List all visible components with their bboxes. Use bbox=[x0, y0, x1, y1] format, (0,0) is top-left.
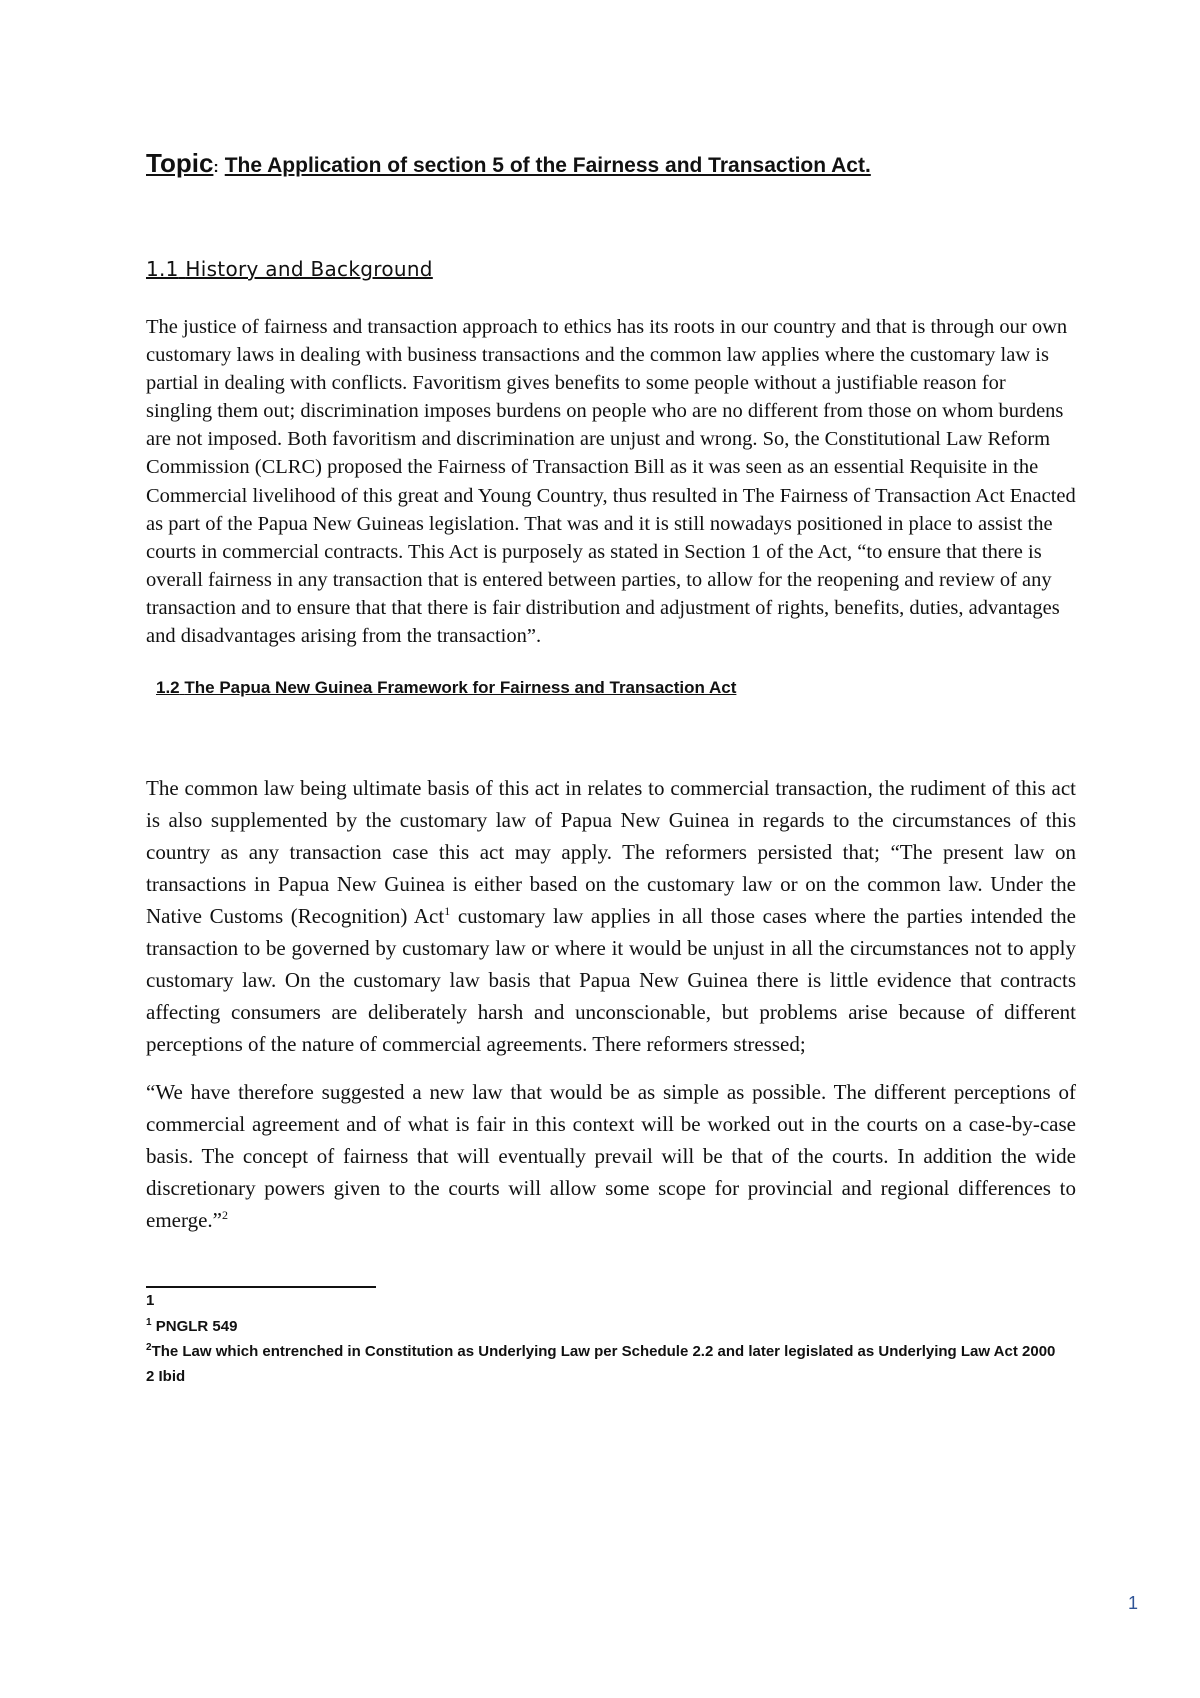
section-title: The Papua New Guinea Framework for Fairness and Transaction Act bbox=[184, 678, 737, 698]
footnote-marker: 1 bbox=[146, 1317, 152, 1329]
footnote-text: PNGLR 549 bbox=[151, 1318, 238, 1336]
footnote-2 bbox=[146, 1340, 1076, 1364]
page-number: 1 bbox=[1127, 1593, 1138, 1613]
footnote-1 bbox=[146, 1314, 1076, 1340]
section-title: History and Background bbox=[185, 257, 433, 281]
topic-title: The Application of section 5 of the Fairness and Transaction Act. bbox=[224, 154, 871, 177]
quote-text: “We have therefore suggested a new law that would be as simple as possible. The different perceptions of commercial agreement and of what is fair in this context will be worked out in the courts on a case-by-case basis. The concept of fairness that will eventually prevail will be that of the courts. In addition the wide discretionary powers given to the courts will allow some scope for provincial and regional differences to emerge.” bbox=[146, 1080, 1076, 1233]
framework-paragraph bbox=[146, 772, 1076, 1060]
reformers-quote bbox=[146, 1076, 1076, 1236]
section-number: 1.2 bbox=[156, 678, 180, 698]
page-content bbox=[146, 148, 1076, 1390]
topic-colon: : bbox=[213, 159, 219, 176]
section-number: 1.1 bbox=[146, 257, 179, 281]
footnote-line: 1 bbox=[146, 1292, 155, 1310]
footnote-reference[interactable]: 2 bbox=[221, 1208, 228, 1223]
footnotes bbox=[146, 1288, 1076, 1390]
framework-text-part1: The common law being ultimate basis of this act in relates to commercial transaction, the rudiment of this act is also supplemented by the customary law of Papua New Guinea in regards to the circumstances of this country as any transaction case this act may apply. The reformers persisted that; “The present law on transactions in Papua New Guinea is either based on the customary law or on the common law. Under the Native Customs (Recognition) Act bbox=[146, 776, 1076, 929]
footnote-reference[interactable]: 1 bbox=[444, 904, 451, 919]
topic-label: Topic bbox=[146, 148, 214, 178]
history-paragraph: The justice of fairness and transaction approach to ethics has its roots in our country and that is through our own customary laws in dealing with business transactions and the common law applies where the customary law is partial in dealing with conflicts. Favoritism gives benefits to some people without a justifiable reason for singling them out; discrimination imposes burdens on people who are no different from those on whom burdens are not imposed. Both favoritism and discrimination are unjust and wrong. So, the Constitutional Law Reform Commission (CLRC) proposed the Fairness of Transaction Bill as it was seen as an essential Requisite in the Commercial livelihood of this great and Young Country, thus resulted in The Fairness of Transaction Act Enacted as part of the Papua New Guineas legislation. That was and it is still nowadays positioned in place to assist the courts in commercial contracts. This Act is purposely as stated in Section 1 of the Act, “to ensure that there is overall fairness in any transaction that is entered between parties, to allow for the reopening and review of any transaction and to ensure that that there is fair distribution and adjustment of rights, benefits, duties, advantages and disadvantages arising from the transaction”. bbox=[146, 316, 1076, 648]
section-heading-history bbox=[146, 257, 1076, 281]
footnote-text: The Law which entrenched in Constitution as Underlying Law per Schedule 2.2 and later legislated as Underlying Law Act 2000 bbox=[151, 1343, 1056, 1361]
footnote-marker: 2 bbox=[146, 1342, 152, 1354]
section-heading-framework bbox=[156, 678, 1076, 698]
framework-text-part2: customary law applies in all those cases where the parties intended the transaction to be governed by customary law or where it would be unjust in all the circumstances not to apply customary law. On the customary law basis that Papua New Guinea there is little evidence that contracts affecting consumers are deliberately harsh and unconscionable, but problems arise because of different perceptions of the nature of commercial agreements. There reformers stressed; bbox=[146, 904, 1077, 1057]
topic-heading bbox=[146, 148, 1076, 179]
footnote-ibid: 2 Ibid bbox=[146, 1368, 186, 1386]
